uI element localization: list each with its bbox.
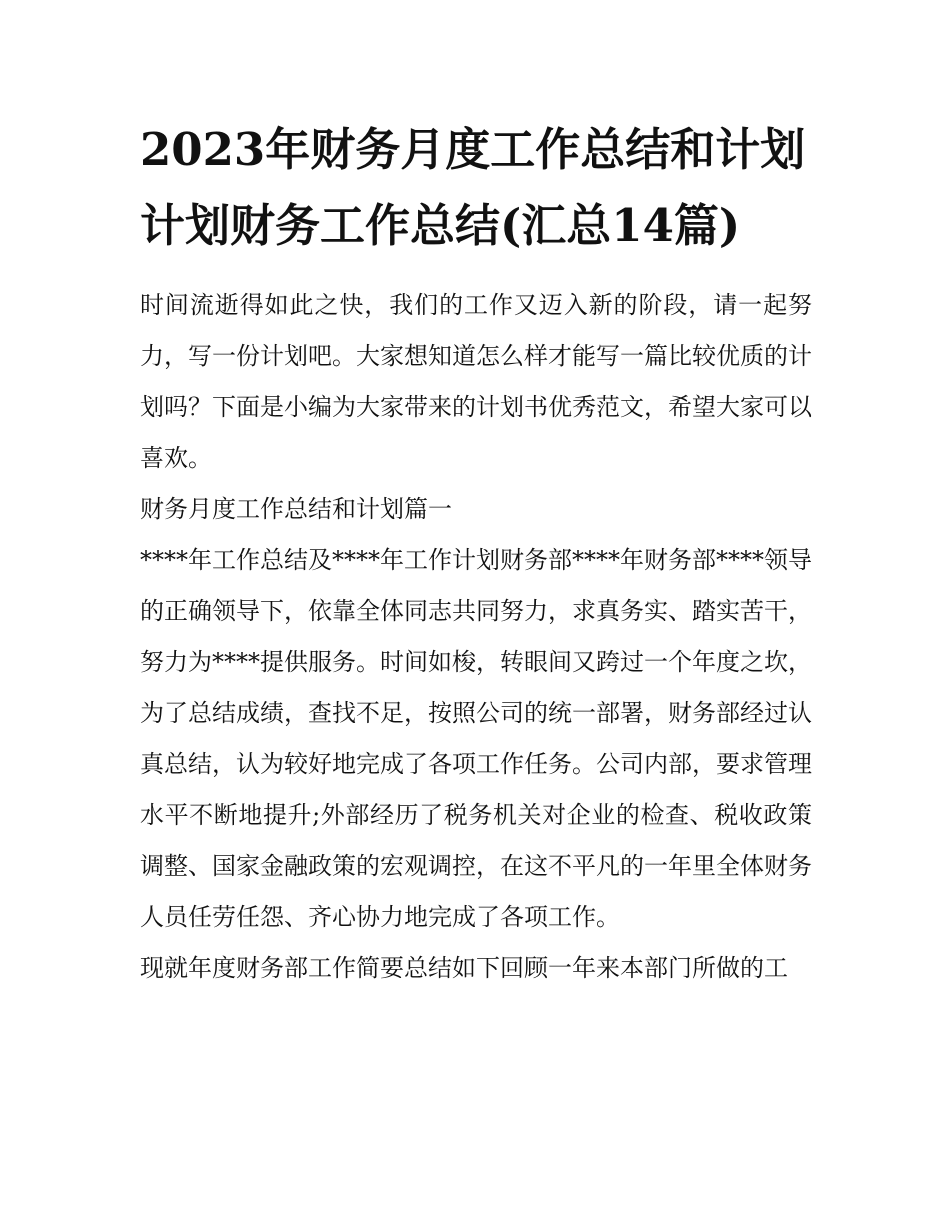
document-page <box>140 112 812 994</box>
body-paragraph: ****年工作总结及****年工作计划财务部****年财务部****领导的正确领导下，依靠全体同志共同努力，求真务实、踏实苦干，努力为****提供服务。时间如梭，转眼间又跨过一个年度之坎，为了总结成绩，查找不足，按照公司的统一部署，财务部经过认真总结，认为较好地完成了各项工作任务。公司内部，要求管理水平不断地提升;外部经历了税务机关对企业的检查、税收政策调整、国家金融政策的宏观调控，在这不平凡的一年里全体财务人员任劳任怨、齐心协力地完成了各项工作。 <box>140 546 812 931</box>
body-paragraph-continued: 现就年度财务部工作简要总结如下回顾一年来本部门所做的工 <box>140 954 788 982</box>
intro-paragraph: 时间流逝得如此之快，我们的工作又迈入新的阶段，请一起努力，写一份计划吧。大家想知道怎么样才能写一篇比较优质的计划吗？下面是小编为大家带来的计划书优秀范文，希望大家可以喜欢。 <box>140 291 812 472</box>
document-title: 2023年财务月度工作总结和计划 计划财务工作总结(汇总14篇) <box>140 123 806 252</box>
section-heading: 财务月度工作总结和计划篇一 <box>140 495 452 523</box>
